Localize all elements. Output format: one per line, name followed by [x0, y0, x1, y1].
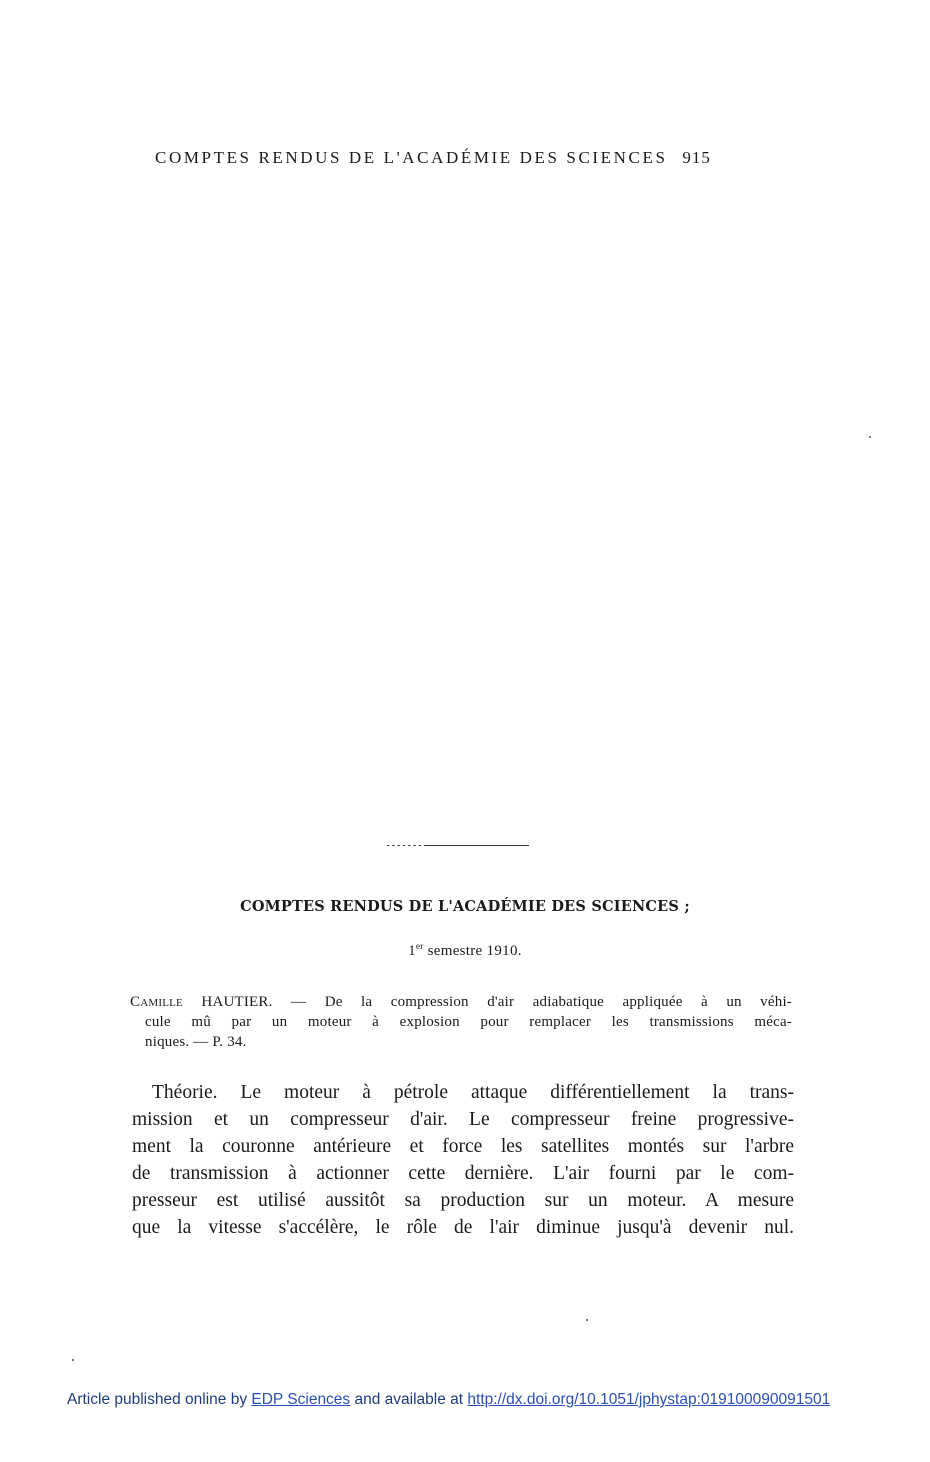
- author-first-name: Camille: [130, 994, 183, 1010]
- page-number: 915: [682, 148, 711, 167]
- semester-text: semestre 1910.: [423, 943, 522, 959]
- bibliographic-reference: [130, 992, 792, 1052]
- publisher-link[interactable]: EDP Sciences: [251, 1391, 351, 1408]
- body-line: ment la couronne antérieure et force les satellites montés sur l'arbre: [132, 1136, 794, 1157]
- body-line: Théorie. Le moteur à pétrole attaque différentiellement la trans-: [152, 1082, 794, 1103]
- reference-title-part: — De la compression d'air adiabatique appliquée à un véhi-: [272, 994, 793, 1010]
- semester-ordinal: 1: [408, 943, 416, 959]
- print-speck: [72, 1359, 74, 1361]
- reference-line: [130, 992, 792, 1012]
- reference-line: niques. — P. 34.: [145, 1034, 247, 1050]
- running-header: [155, 148, 775, 168]
- body-line: que la vitesse s'accélère, le rôle de l'air diminue jusqu'à devenir nul.: [132, 1217, 794, 1238]
- print-speck: [586, 1319, 588, 1321]
- section-title: COMPTES RENDUS DE L'ACADÉMIE DES SCIENCES ;: [240, 898, 690, 915]
- body-paragraph: [132, 1079, 794, 1241]
- body-line: presseur est utilisé aussitôt sa production sur un moteur. A mesure: [132, 1190, 794, 1211]
- semester-suffix: er: [415, 941, 424, 951]
- body-line: de transmission à actionner cette dernière. L'air fourni par le com-: [132, 1163, 794, 1184]
- footer-prefix: Article published online by: [67, 1391, 252, 1408]
- footer-middle: and available at: [350, 1391, 468, 1408]
- section-divider: [384, 845, 529, 846]
- doi-link[interactable]: http://dx.doi.org/10.1051/jphystap:019100090091501: [467, 1391, 831, 1408]
- reference-line: cule mû par un moteur à explosion pour remplacer les transmissions méca-: [145, 1014, 792, 1030]
- publication-footer: [67, 1391, 830, 1409]
- body-line: mission et un compresseur d'air. Le compresseur freine progressive-: [132, 1109, 794, 1130]
- print-speck: [869, 436, 871, 438]
- running-title: COMPTES RENDUS DE L'ACADÉMIE DES SCIENCES: [155, 148, 668, 167]
- author-last-name: HAUTIER.: [182, 994, 273, 1010]
- semester-line: [0, 941, 930, 960]
